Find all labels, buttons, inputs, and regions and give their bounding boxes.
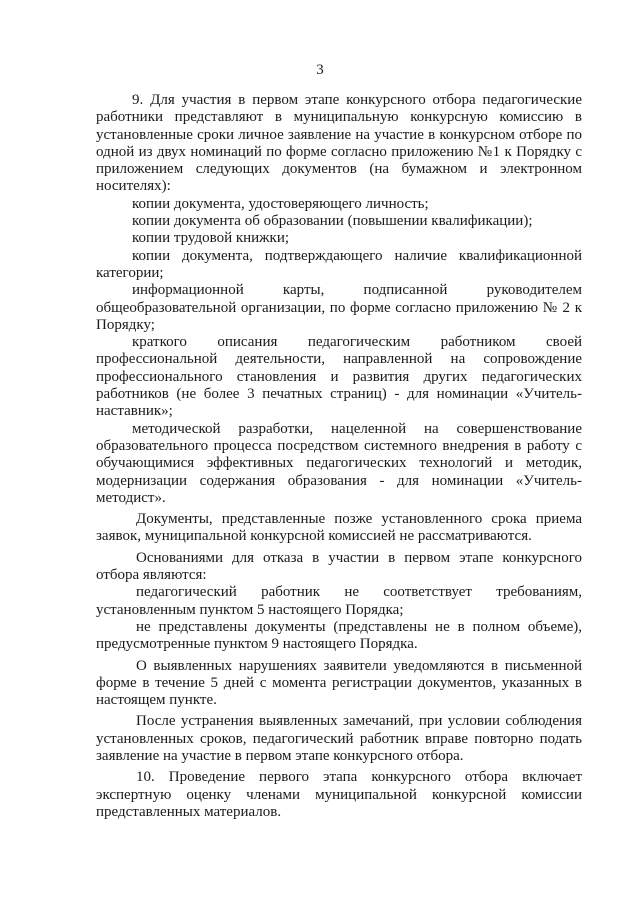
refusal-item-documents: не представлены документы (представлены не в полном объеме), предусмотренные пунктом 9 настоящего Порядка. xyxy=(96,618,582,653)
paragraph-late-documents: Документы, представленные позже установленного срока приема заявок, муниципальной конкурсной комиссией не рассматриваются. xyxy=(96,511,582,545)
page-number: 3 xyxy=(316,62,324,78)
list-item-info-card: информационной карты, подписанной руководителем общеобразовательной организации, по форме согласно приложению № 2 к Порядку; xyxy=(96,282,582,333)
list-item-employment-record: копии трудовой книжки; xyxy=(132,230,290,247)
document-body xyxy=(96,92,582,821)
refusal-item-requirements: педагогический работник не соответствует требованиям, установленным пунктом 5 настоящего Порядка; xyxy=(96,584,582,618)
paragraph-resubmission: После устранения выявленных замечаний, при условии соблюдения установленных сроков, педагогический работник вправе повторно подать заявление на участие в первом этапе конкурсного отбора. xyxy=(96,713,582,764)
list-item-methodist-development: методической разработки, нацеленной на совершенствование образовательного процесса посредством системного внедрения в работу с обучающимися эффективных педагогических технологий и методик, модернизации содержания образования - для номинации «Учитель-методист». xyxy=(96,420,582,506)
list-item-identity: копии документа, удостоверяющего личность; xyxy=(132,195,429,212)
paragraph-notification: О выявленных нарушениях заявители уведомляются в письменной форме в течение 5 дней с момента регистрации документов, указанных в настоящем пункте. xyxy=(96,657,582,709)
list-item-mentor-description: краткого описания педагогическим работником своей профессиональной деятельности, направленной на сопровождение профессионального становления и развития других педагогических работников (не более 3 печатных страниц) - для номинации «Учитель-наставник»; xyxy=(96,334,582,420)
paragraph-refusal-grounds: Основаниями для отказа в участии в первом этапе конкурсного отбора являются: xyxy=(96,549,582,584)
list-item-qualification: копии документа, подтверждающего наличие квалификационной категории; xyxy=(96,247,582,281)
list-item-education: копии документа об образовании (повышении квалификации); xyxy=(132,213,533,230)
paragraph-10: 10. Проведение первого этапа конкурсного отбора включает экспертную оценку членами муниципальной конкурсной комиссии представленных материалов. xyxy=(96,769,582,820)
paragraph-9: 9. Для участия в первом этапе конкурсного отбора педагогические работники представляют в муниципальную конкурсную комиссию в установленные сроки личное заявление на участие в конкурсном отборе по одной из двух номинаций по форме согласно приложению №1 к Порядку с приложением следующих документов (на бумажном и электронном носителях): xyxy=(96,92,582,195)
